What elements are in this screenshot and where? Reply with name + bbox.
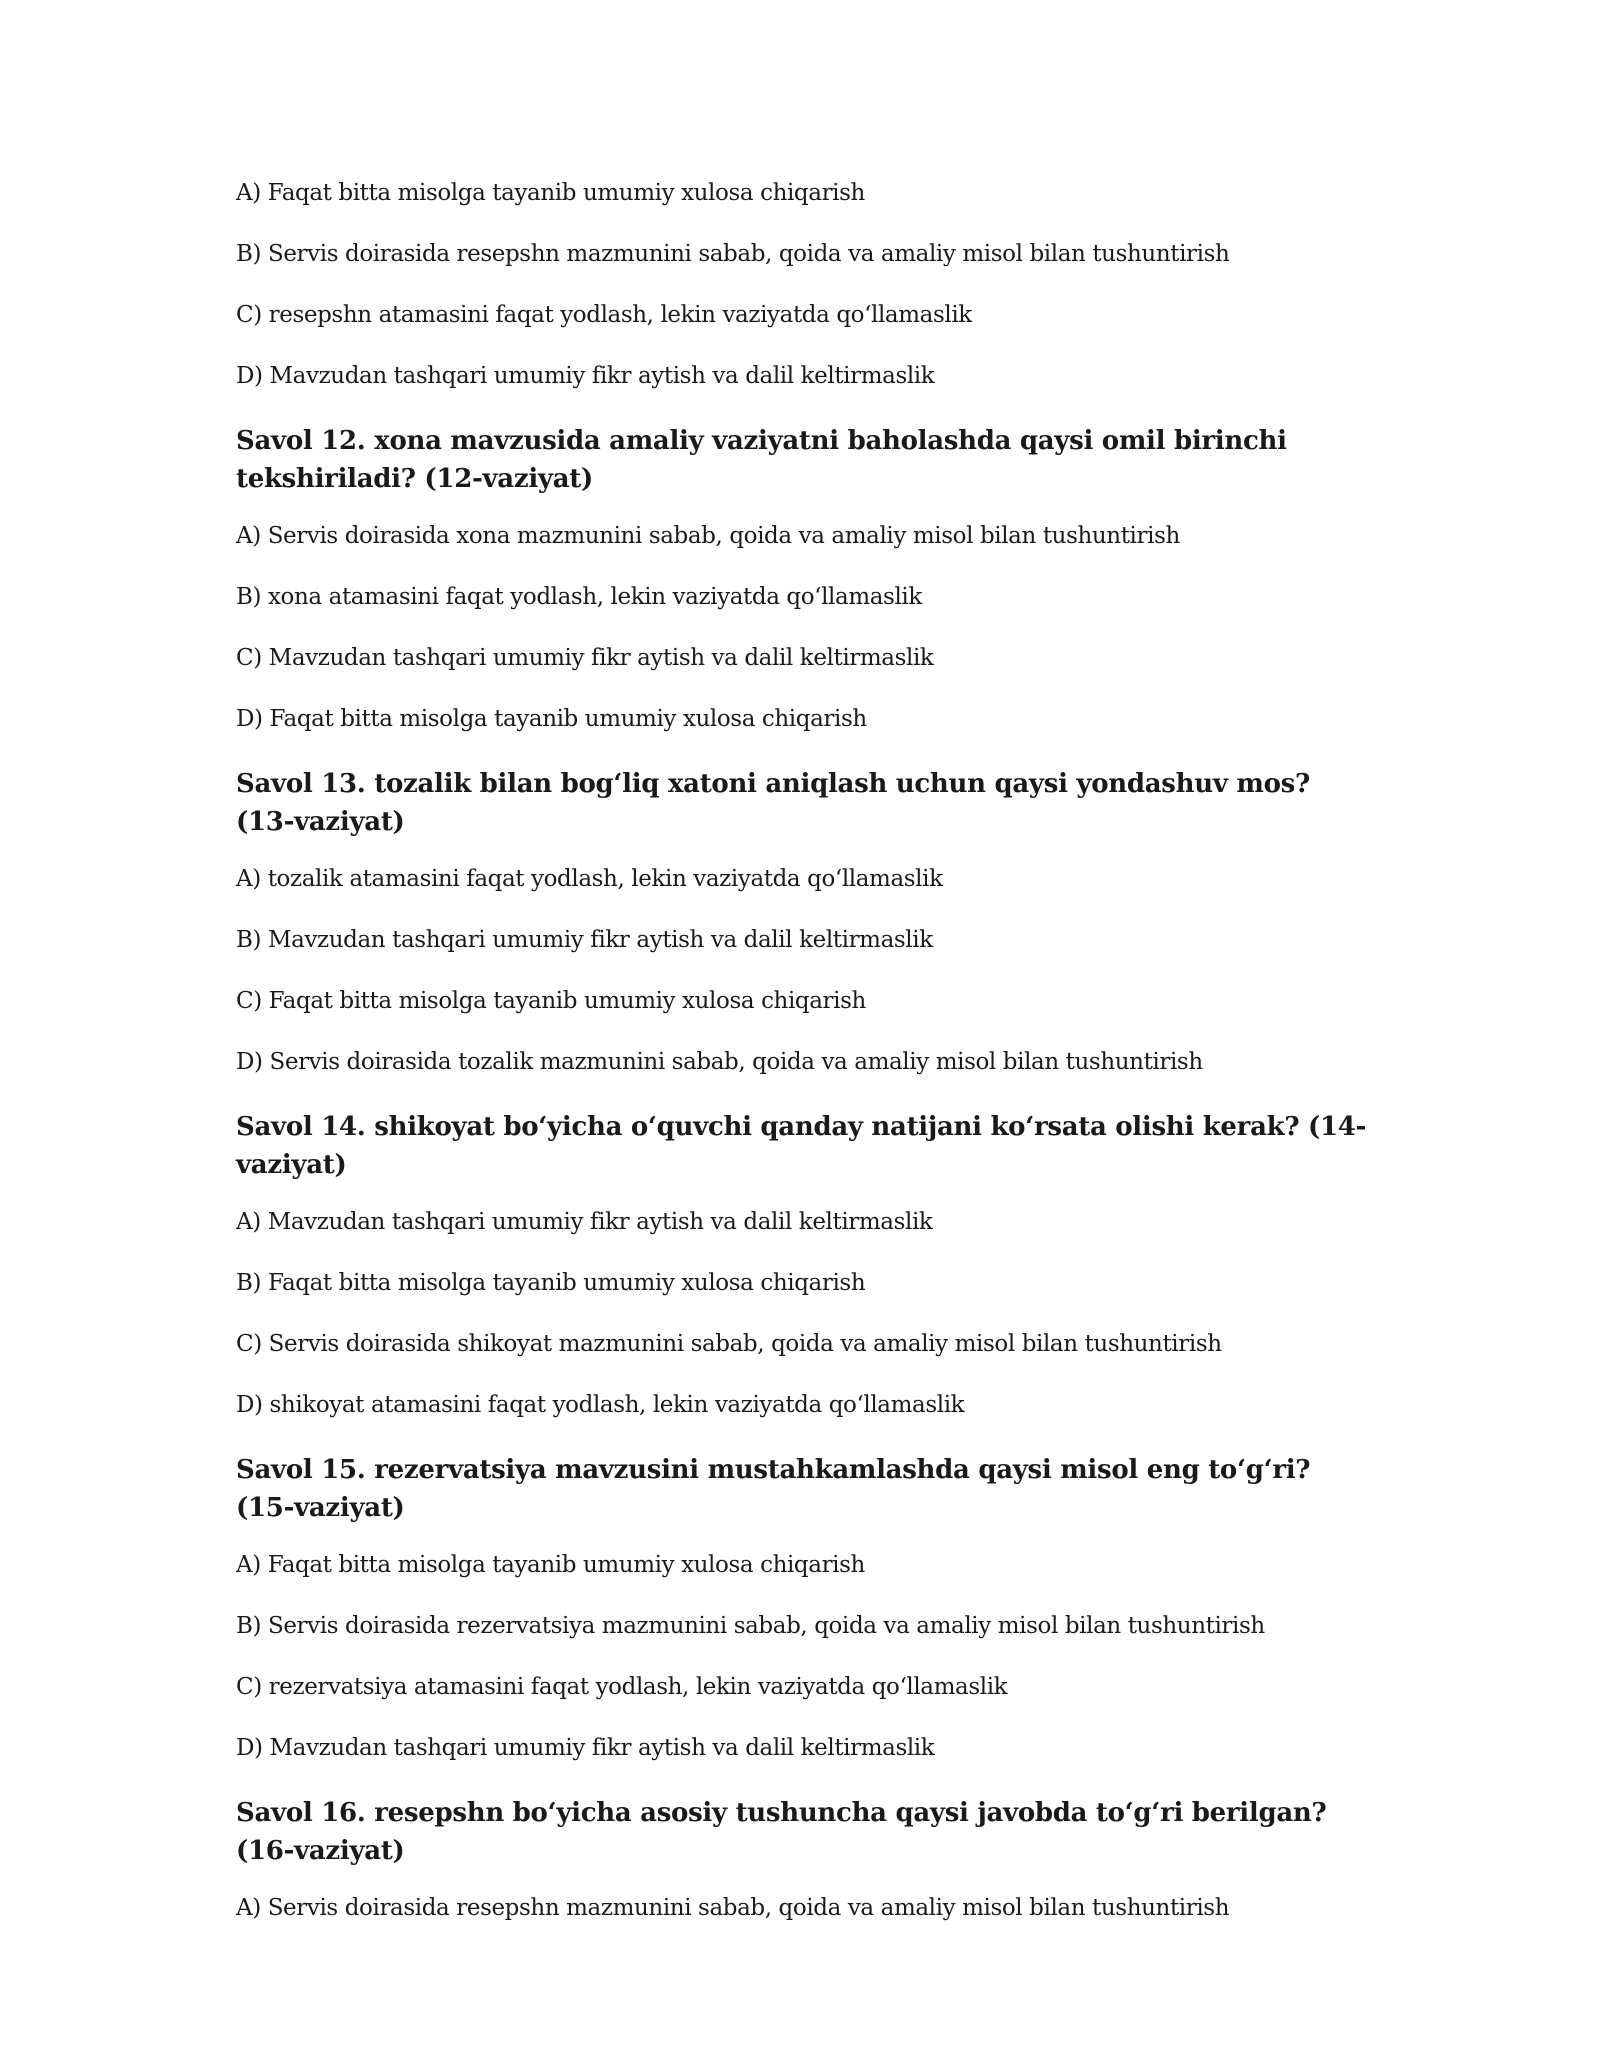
option-c: C) Faqat bitta misolga tayanib umumiy xulosa chiqarish	[236, 988, 866, 1014]
document-page	[236, 178, 1376, 1954]
question-title: Savol 16. resepshn bo‘yicha asosiy tushuncha qaysi javobda to‘g‘ri berilgan? (16-vaziyat)	[236, 1798, 1327, 1866]
option-d: D) Faqat bitta misolga tayanib umumiy xulosa chiqarish	[236, 706, 867, 732]
option-d: D) Servis doirasida tozalik mazmunini sabab, qoida va amaliy misol bilan tushuntirish	[236, 1049, 1203, 1075]
option-c: C) Mavzudan tashqari umumiy fikr aytish va dalil keltirmaslik	[236, 645, 934, 671]
option-d: D) Mavzudan tashqari umumiy fikr aytish va dalil keltirmaslik	[236, 1735, 935, 1761]
question-title: Savol 13. tozalik bilan bog‘liq xatoni aniqlash uchun qaysi yondashuv mos? (13-vaziyat)	[236, 769, 1310, 837]
option-c: C) resepshn atamasini faqat yodlash, lekin vaziyatda qo‘llamaslik	[236, 302, 972, 328]
question-title: Savol 15. rezervatsiya mavzusini mustahkamlashda qaysi misol eng to‘g‘ri? (15-vaziyat)	[236, 1455, 1311, 1523]
question-15	[236, 1451, 1376, 1763]
option-b: B) xona atamasini faqat yodlash, lekin vaziyatda qo‘llamaslik	[236, 584, 922, 610]
question-13	[236, 765, 1376, 1077]
option-d: D) shikoyat atamasini faqat yodlash, lekin vaziyatda qo‘llamaslik	[236, 1392, 965, 1418]
question-title: Savol 12. xona mavzusida amaliy vaziyatni baholashda qaysi omil birinchi tekshiriladi? (12-vaziyat)	[236, 426, 1287, 494]
option-a: A) Faqat bitta misolga tayanib umumiy xulosa chiqarish	[236, 180, 865, 206]
option-a: A) tozalik atamasini faqat yodlash, lekin vaziyatda qo‘llamaslik	[236, 866, 943, 892]
option-a: A) Servis doirasida xona mazmunini sabab, qoida va amaliy misol bilan tushuntirish	[236, 523, 1180, 549]
question-12	[236, 422, 1376, 734]
option-b: B) Servis doirasida rezervatsiya mazmunini sabab, qoida va amaliy misol bilan tushuntirish	[236, 1613, 1265, 1639]
option-a: A) Faqat bitta misolga tayanib umumiy xulosa chiqarish	[236, 1552, 865, 1578]
option-b: B) Servis doirasida resepshn mazmunini sabab, qoida va amaliy misol bilan tushuntirish	[236, 241, 1230, 267]
option-d: D) Mavzudan tashqari umumiy fikr aytish va dalil keltirmaslik	[236, 363, 935, 389]
option-b: B) Mavzudan tashqari umumiy fikr aytish va dalil keltirmaslik	[236, 927, 933, 953]
option-c: C) rezervatsiya atamasini faqat yodlash, lekin vaziyatda qo‘llamaslik	[236, 1674, 1008, 1700]
question-title: Savol 14. shikoyat bo‘yicha o‘quvchi qanday natijani ko‘rsata olishi kerak? (14-vaziyat)	[236, 1112, 1367, 1180]
question-16	[236, 1794, 1376, 1923]
intro-options	[236, 178, 1376, 391]
option-a: A) Servis doirasida resepshn mazmunini sabab, qoida va amaliy misol bilan tushuntirish	[236, 1895, 1230, 1921]
option-a: A) Mavzudan tashqari umumiy fikr aytish va dalil keltirmaslik	[236, 1209, 933, 1235]
option-b: B) Faqat bitta misolga tayanib umumiy xulosa chiqarish	[236, 1270, 866, 1296]
option-c: C) Servis doirasida shikoyat mazmunini sabab, qoida va amaliy misol bilan tushuntirish	[236, 1331, 1222, 1357]
question-14	[236, 1108, 1376, 1420]
